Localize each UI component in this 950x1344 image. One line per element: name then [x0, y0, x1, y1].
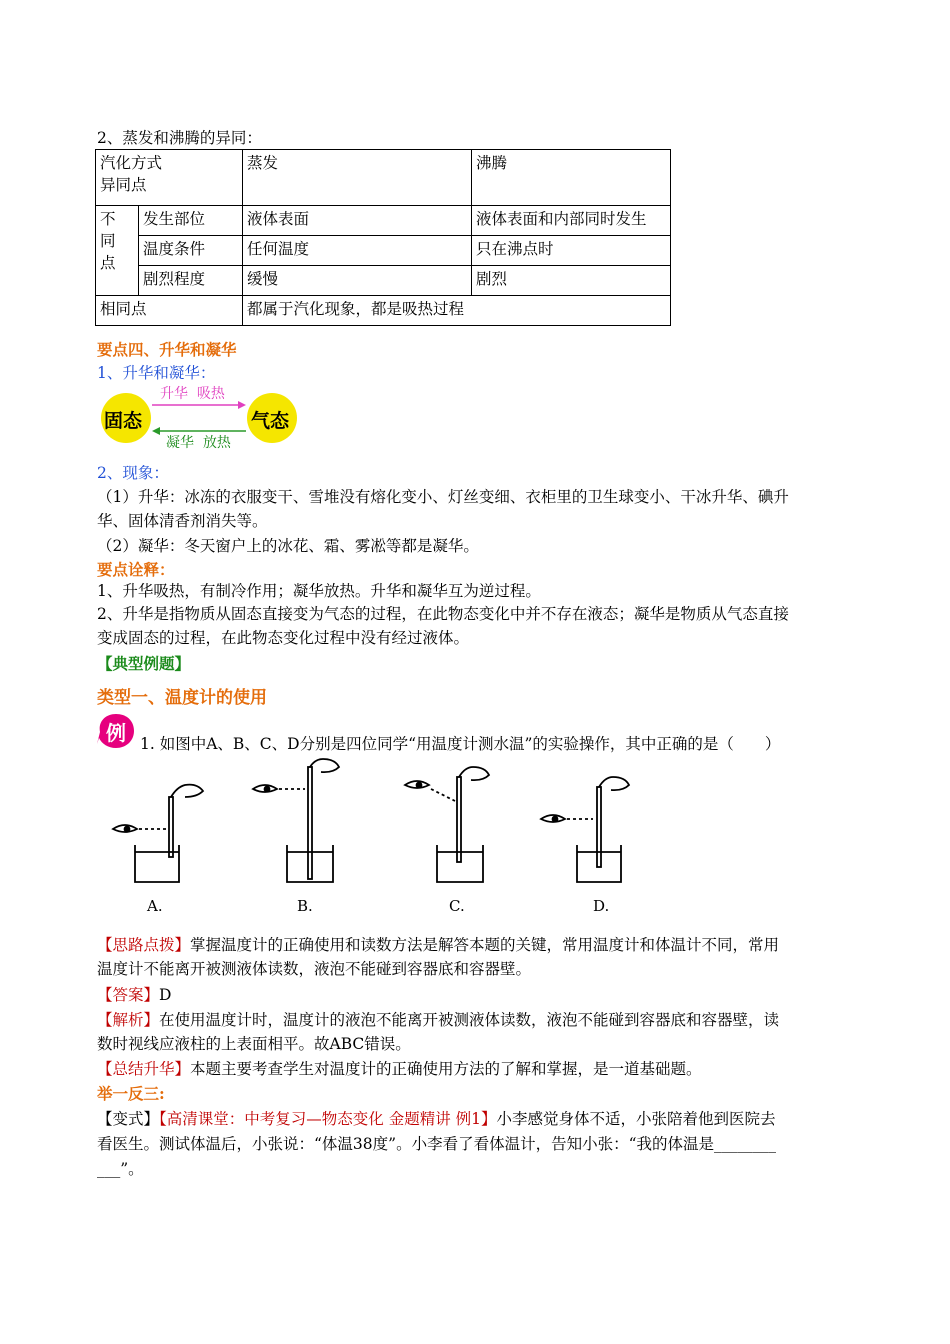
sublimation-label: 升华 吸热 — [160, 386, 225, 402]
type1-title: 类型一、温度计的使用 — [97, 688, 267, 708]
figure-label: C. — [449, 897, 465, 915]
answer-value: D — [159, 986, 172, 1004]
gas-label: 气态 — [251, 410, 290, 432]
table-header-cell — [96, 150, 243, 206]
summary-tag: 【总结升华】 — [97, 1060, 191, 1078]
section-heading: 2、蒸发和沸腾的异同： — [97, 129, 262, 147]
thermometer-figure-svg — [105, 757, 645, 922]
point4-sub2: 2、现象： — [97, 464, 169, 482]
diff-label: 点 — [100, 254, 116, 272]
answer-tag: 【答案】 — [97, 986, 160, 1004]
question-text: 1. 如图中A、B、C、D分别是四位同学“用温度计测水温”的实验操作，其中正确的是（ ） — [140, 735, 781, 753]
phenomenon-text: （1）升华：冰冻的衣服变干、雪堆没有熔化变小、灯丝变细、衣柜里的卫生球变小、干冰升华、碘升 — [97, 488, 789, 506]
table-cell: 温度条件 — [139, 236, 243, 266]
variant-text: ___”。 — [97, 1160, 144, 1178]
variant-paragraph — [97, 1108, 776, 1130]
explain-text: 1、升华吸热，有制冷作用；凝华放热。升华和凝华互为逆过程。 — [97, 582, 541, 600]
hint-paragraph — [97, 934, 779, 956]
deposition-arrowhead — [152, 427, 160, 435]
table-cell: 任何温度 — [243, 236, 472, 266]
point4-sub1: 1、升华和凝华： — [97, 364, 216, 382]
practice-title: 举一反三: — [97, 1084, 165, 1103]
solid-label: 固态 — [104, 410, 143, 432]
header-line: 汽化方式 — [100, 154, 163, 172]
analysis-paragraph — [97, 1009, 779, 1031]
table-header-cell: 蒸发 — [243, 150, 472, 206]
figure-d — [541, 777, 629, 882]
table-cell: 剧烈 — [472, 266, 671, 296]
table-header-cell: 沸腾 — [472, 150, 671, 206]
variant-tag: 【变式】 — [97, 1110, 160, 1128]
comparison-table — [95, 149, 671, 326]
figure-c — [405, 767, 489, 882]
explain-text: 2、升华是指物质从固态直接变为气态的过程，在此物态变化中并不存在液态；凝华是物质从气态直接 — [97, 605, 789, 623]
explain-title: 要点诠释： — [97, 560, 175, 579]
figure-label: D. — [593, 897, 610, 915]
summary-text: 本题主要考查学生对温度计的正确使用方法的了解和掌握，是一道基础题。 — [190, 1060, 702, 1078]
summary-paragraph — [97, 1058, 702, 1080]
explain-text: 变成固态的过程，在此物态变化过程中没有经过液体。 — [97, 629, 470, 647]
difference-group-cell — [96, 206, 139, 296]
variant-text: 看医生。测试体温后，小张说：“体温38度”。小李看了看体温计，告知小张：“我的体温是________ — [97, 1135, 776, 1153]
hint-tag: 【思路点拨】 — [97, 936, 191, 954]
variant-link[interactable]: 【高清课堂：中考复习—物态变化 金题精讲 例1】 — [159, 1110, 497, 1128]
analysis-text: 在使用温度计时，温度计的液泡不能离开被测液体读数，液泡不能碰到容器底和容器壁，读 — [159, 1011, 780, 1029]
answer-paragraph — [97, 984, 171, 1006]
phenomenon-text: （2）凝华：冬天窗户上的冰花、霜、雾凇等都是凝华。 — [97, 537, 479, 555]
header-line: 异同点 — [100, 176, 147, 194]
table-cell: 液体表面和内部同时发生 — [472, 206, 671, 236]
phenomenon-text: 华、固体清香剂消失等。 — [97, 512, 268, 530]
thermometer-figures — [105, 757, 645, 922]
deposition-label: 凝华 放热 — [166, 435, 231, 451]
phase-diagram — [100, 385, 300, 455]
table-cell: 都属于汽化现象，都是吸热过程 — [243, 296, 671, 326]
example-badge — [96, 712, 136, 750]
hint-text: 掌握温度计的正确使用和读数方法是解答本题的关键，常用温度计和体温计不同，常用 — [190, 936, 780, 954]
examples-title: 【典型例题】 — [97, 654, 191, 673]
figure-b — [253, 759, 339, 882]
diff-label: 不 同 — [100, 210, 116, 250]
table-cell: 剧烈程度 — [139, 266, 243, 296]
table-cell: 只在沸点时 — [472, 236, 671, 266]
analysis-tag: 【解析】 — [97, 1011, 160, 1029]
figure-a — [113, 785, 203, 882]
hint-text: 温度计不能离开被测液体读数，液泡不能碰到容器底和容器壁。 — [97, 960, 532, 978]
badge-text: 例 — [106, 721, 126, 745]
variant-text: 小李感觉身体不适，小张陪着他到医院去 — [496, 1110, 776, 1128]
table-cell: 液体表面 — [243, 206, 472, 236]
table-cell: 相同点 — [96, 296, 243, 326]
point4-title: 要点四、升华和凝华 — [97, 340, 237, 359]
sublimation-arrowhead — [238, 401, 246, 409]
analysis-text: 数时视线应液柱的上表面相平。故ABC错误。 — [97, 1035, 411, 1053]
table-cell: 缓慢 — [243, 266, 472, 296]
figure-label: A. — [147, 897, 163, 915]
table-cell: 发生部位 — [139, 206, 243, 236]
figure-label: B. — [297, 897, 313, 915]
